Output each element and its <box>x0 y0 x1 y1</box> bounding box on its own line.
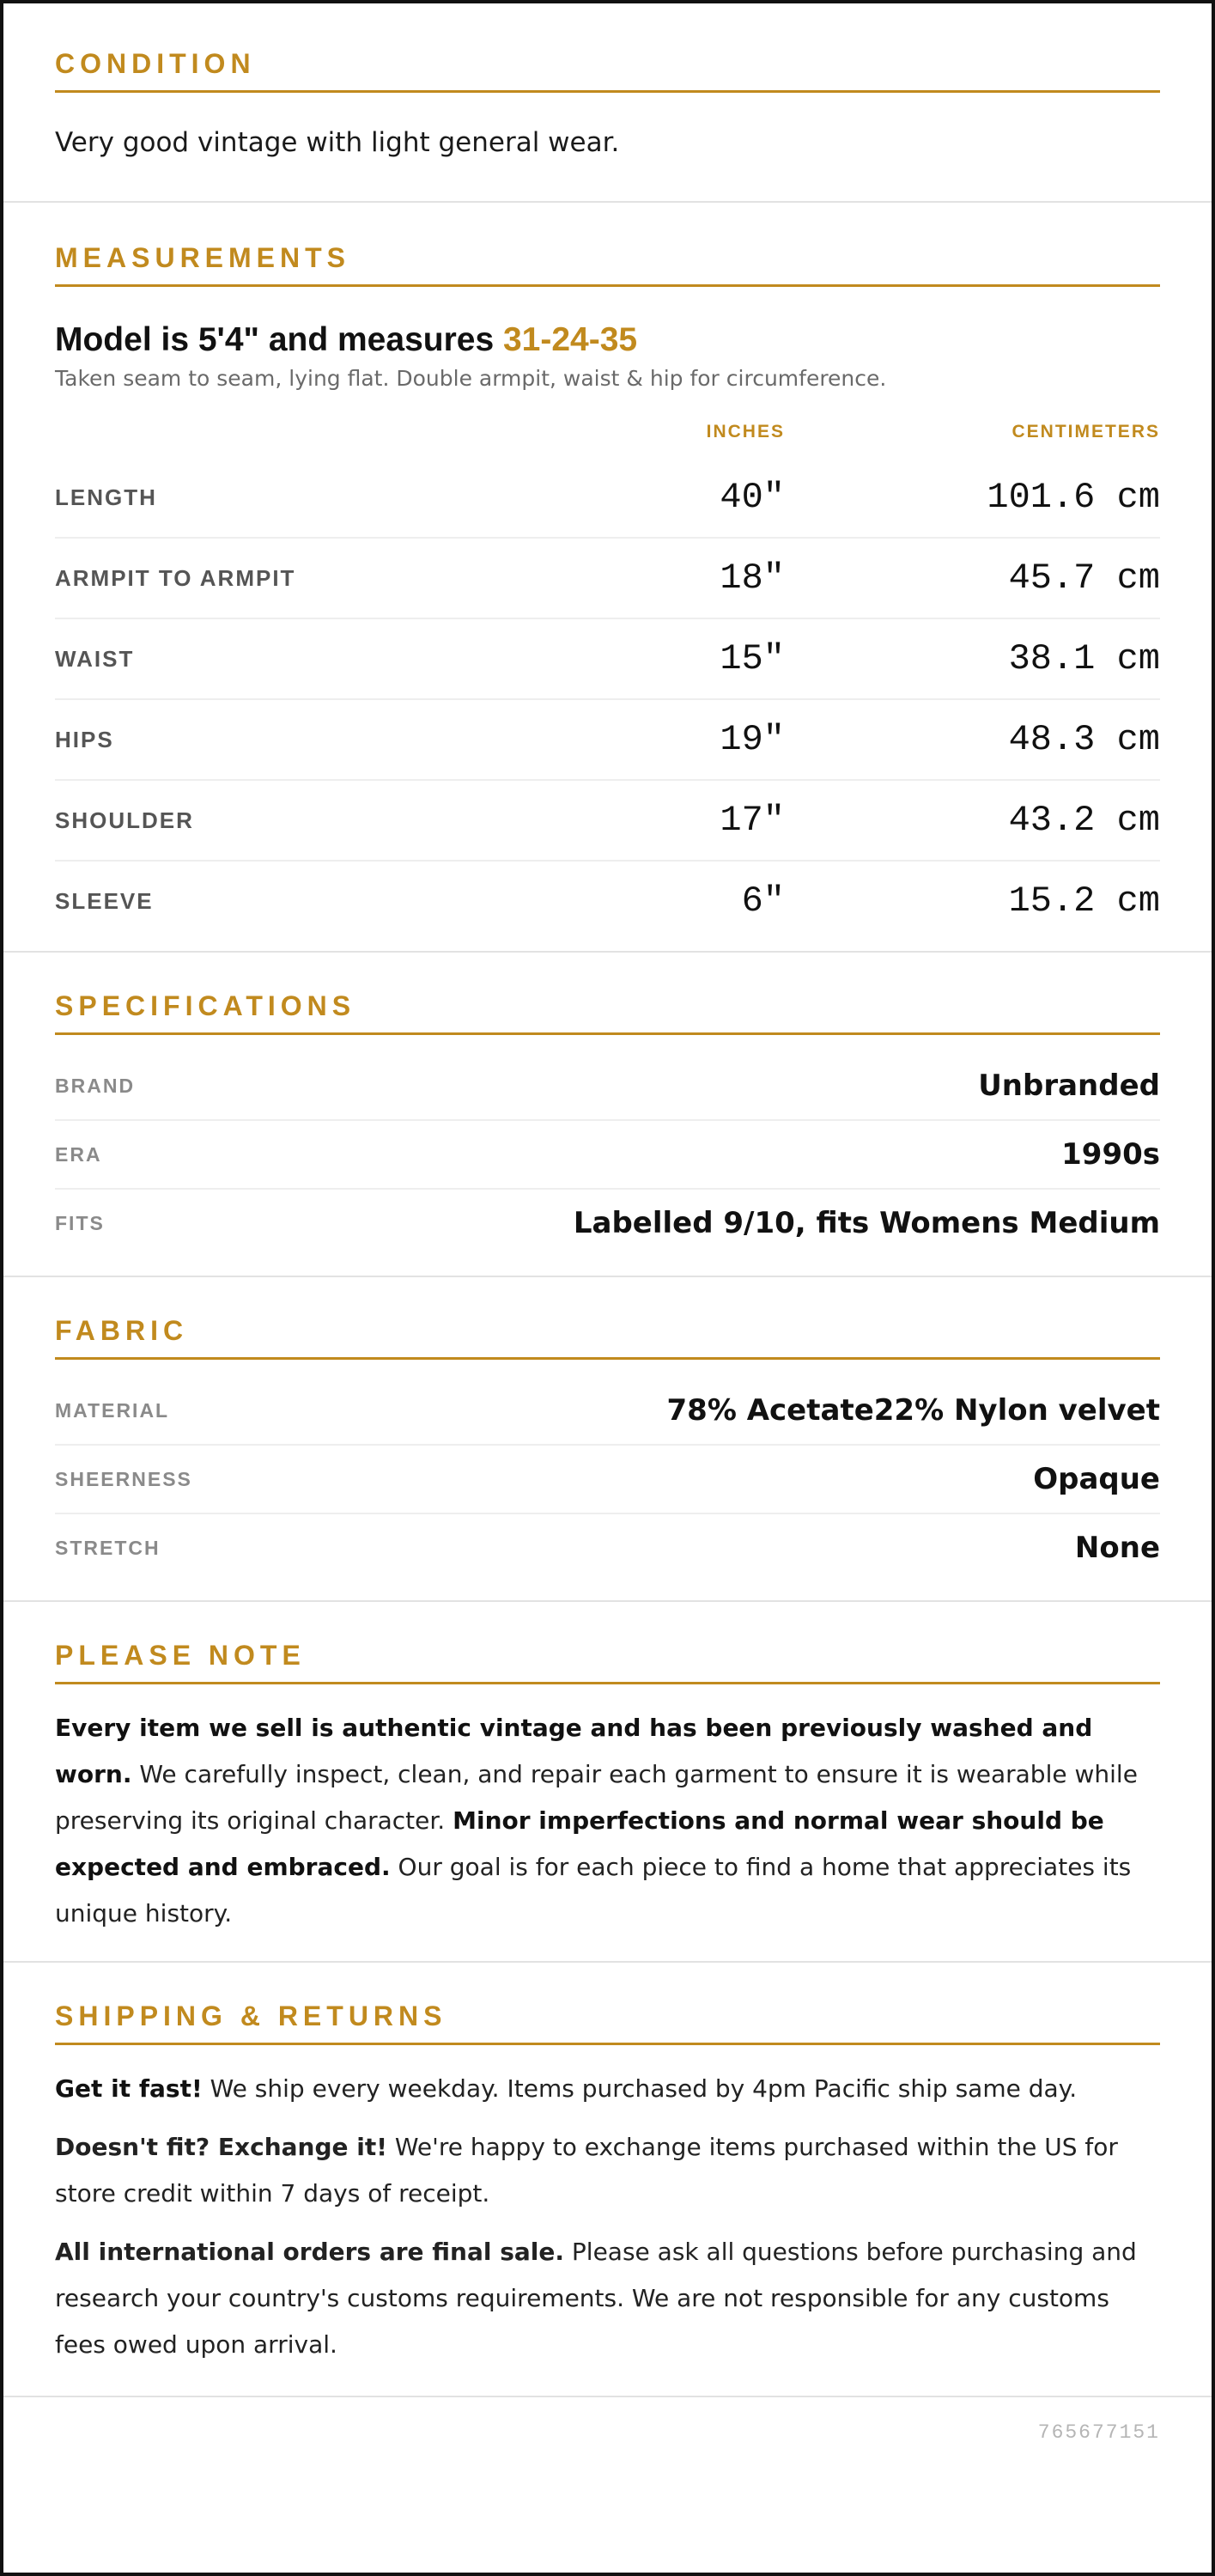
shipping-paragraph-3 <box>55 2229 1160 2368</box>
spec-label: ERA <box>55 1142 102 1166</box>
fabric-value: 78% Acetate22% Nylon velvet <box>666 1393 1160 1428</box>
measurement-table-header <box>55 422 1160 458</box>
measurement-cm: 43.2 cm <box>1008 800 1160 841</box>
measurement-table <box>55 458 1160 941</box>
measurement-cm: 101.6 cm <box>987 477 1160 518</box>
shipping-paragraph-2 <box>55 2124 1160 2217</box>
label-column-header <box>55 422 570 442</box>
shipping-returns-heading: SHIPPING & RETURNS <box>55 2001 1160 2045</box>
condition-section <box>3 3 1212 203</box>
measurement-row <box>55 458 1160 539</box>
spec-row <box>55 1052 1160 1121</box>
model-measures: 31-24-35 <box>502 321 638 358</box>
measurement-inches: 6" <box>741 880 785 922</box>
measurement-label: SHOULDER <box>55 807 194 833</box>
measurement-cm: 45.7 cm <box>1008 557 1160 599</box>
measurement-inches: 15" <box>720 638 785 679</box>
measurements-section <box>3 203 1212 953</box>
measurement-cm: 15.2 cm <box>1008 880 1160 922</box>
shipping-paragraph-1 <box>55 2066 1160 2112</box>
measurement-row <box>55 781 1160 862</box>
specifications-list <box>55 1052 1160 1257</box>
measurement-row <box>55 539 1160 619</box>
fabric-label: STRETCH <box>55 1536 161 1559</box>
shipping-text-1: We ship every weekday. Items purchased by 4pm Pacific ship same day. <box>202 2074 1078 2103</box>
measurement-label: SLEEVE <box>55 887 154 914</box>
measurement-cm: 48.3 cm <box>1008 719 1160 760</box>
note-text-2: Our goal is for each piece to find a home that appreciates its unique history. <box>55 1853 1132 1927</box>
please-note-section <box>3 1602 1212 1963</box>
fabric-label: MATERIAL <box>55 1398 170 1422</box>
measurement-label: WAIST <box>55 645 135 672</box>
note-text-1: We carefully inspect, clean, and repair each garment to ensure it is wearable while preserving its original character. <box>55 1760 1138 1835</box>
model-info <box>55 321 1160 359</box>
measurement-label: LENGTH <box>55 484 157 510</box>
fabric-value: None <box>1074 1531 1160 1565</box>
spec-value: 1990s <box>1061 1137 1160 1172</box>
shipping-bold-2: Doesn't fit? Exchange it! <box>55 2133 387 2161</box>
fabric-heading: FABRIC <box>55 1315 1160 1360</box>
product-code: 765677151 <box>1037 2421 1160 2444</box>
shipping-returns-section <box>3 1963 1212 2397</box>
fabric-row <box>55 1446 1160 1514</box>
specifications-section <box>3 953 1212 1277</box>
measurement-note: Taken seam to seam, lying flat. Double armpit, waist & hip for circumference. <box>55 366 887 391</box>
shipping-bold-3: All international orders are final sale. <box>55 2238 565 2266</box>
measurement-label: HIPS <box>55 726 114 752</box>
please-note-heading: PLEASE NOTE <box>55 1640 1160 1684</box>
spec-label: BRAND <box>55 1074 136 1097</box>
please-note-text <box>55 1705 1160 1937</box>
spec-value: Labelled 9/10, fits Womens Medium <box>573 1206 1160 1240</box>
fabric-row <box>55 1514 1160 1581</box>
centimeters-column-header: CENTIMETERS <box>1011 422 1160 442</box>
inches-column-header: INCHES <box>706 422 785 442</box>
condition-text: Very good vintage with light general wear. <box>55 127 620 158</box>
shipping-text-2: We're happy to exchange items purchased within the US for store credit within 7 days of receipt. <box>55 2133 1118 2208</box>
note-bold-1: Every item we sell is authentic vintage and has been previously washed and worn. <box>55 1714 1093 1788</box>
spec-value: Unbranded <box>978 1069 1160 1103</box>
spec-row <box>55 1190 1160 1257</box>
spec-label: FITS <box>55 1211 105 1234</box>
shipping-text-3: Please ask all questions before purchasing and research your country's customs requirements. We are not responsible for any customs fees owed upon arrival. <box>55 2238 1137 2359</box>
measurement-inches: 18" <box>720 557 785 599</box>
spec-row <box>55 1121 1160 1190</box>
note-bold-2: Minor imperfections and normal wear should be expected and embraced. <box>55 1806 1104 1881</box>
measurement-inches: 40" <box>720 477 785 518</box>
fabric-section <box>3 1277 1212 1602</box>
shipping-bold-1: Get it fast! <box>55 2074 203 2103</box>
measurements-heading: MEASUREMENTS <box>55 242 1160 287</box>
measurement-row <box>55 619 1160 700</box>
fabric-list <box>55 1377 1160 1581</box>
specifications-heading: SPECIFICATIONS <box>55 990 1160 1035</box>
measurement-cm: 38.1 cm <box>1008 638 1160 679</box>
footer <box>3 2397 1212 2469</box>
fabric-label: SHEERNESS <box>55 1467 192 1490</box>
fabric-value: Opaque <box>1033 1462 1160 1496</box>
measurement-label: ARMPIT TO ARMPIT <box>55 564 296 591</box>
measurement-inches: 17" <box>720 800 785 841</box>
measurement-row <box>55 700 1160 781</box>
model-prefix: Model is 5'4" and measures <box>55 321 503 358</box>
measurement-row <box>55 862 1160 941</box>
measurement-inches: 19" <box>720 719 785 760</box>
fabric-row <box>55 1377 1160 1446</box>
condition-heading: CONDITION <box>55 48 1160 93</box>
